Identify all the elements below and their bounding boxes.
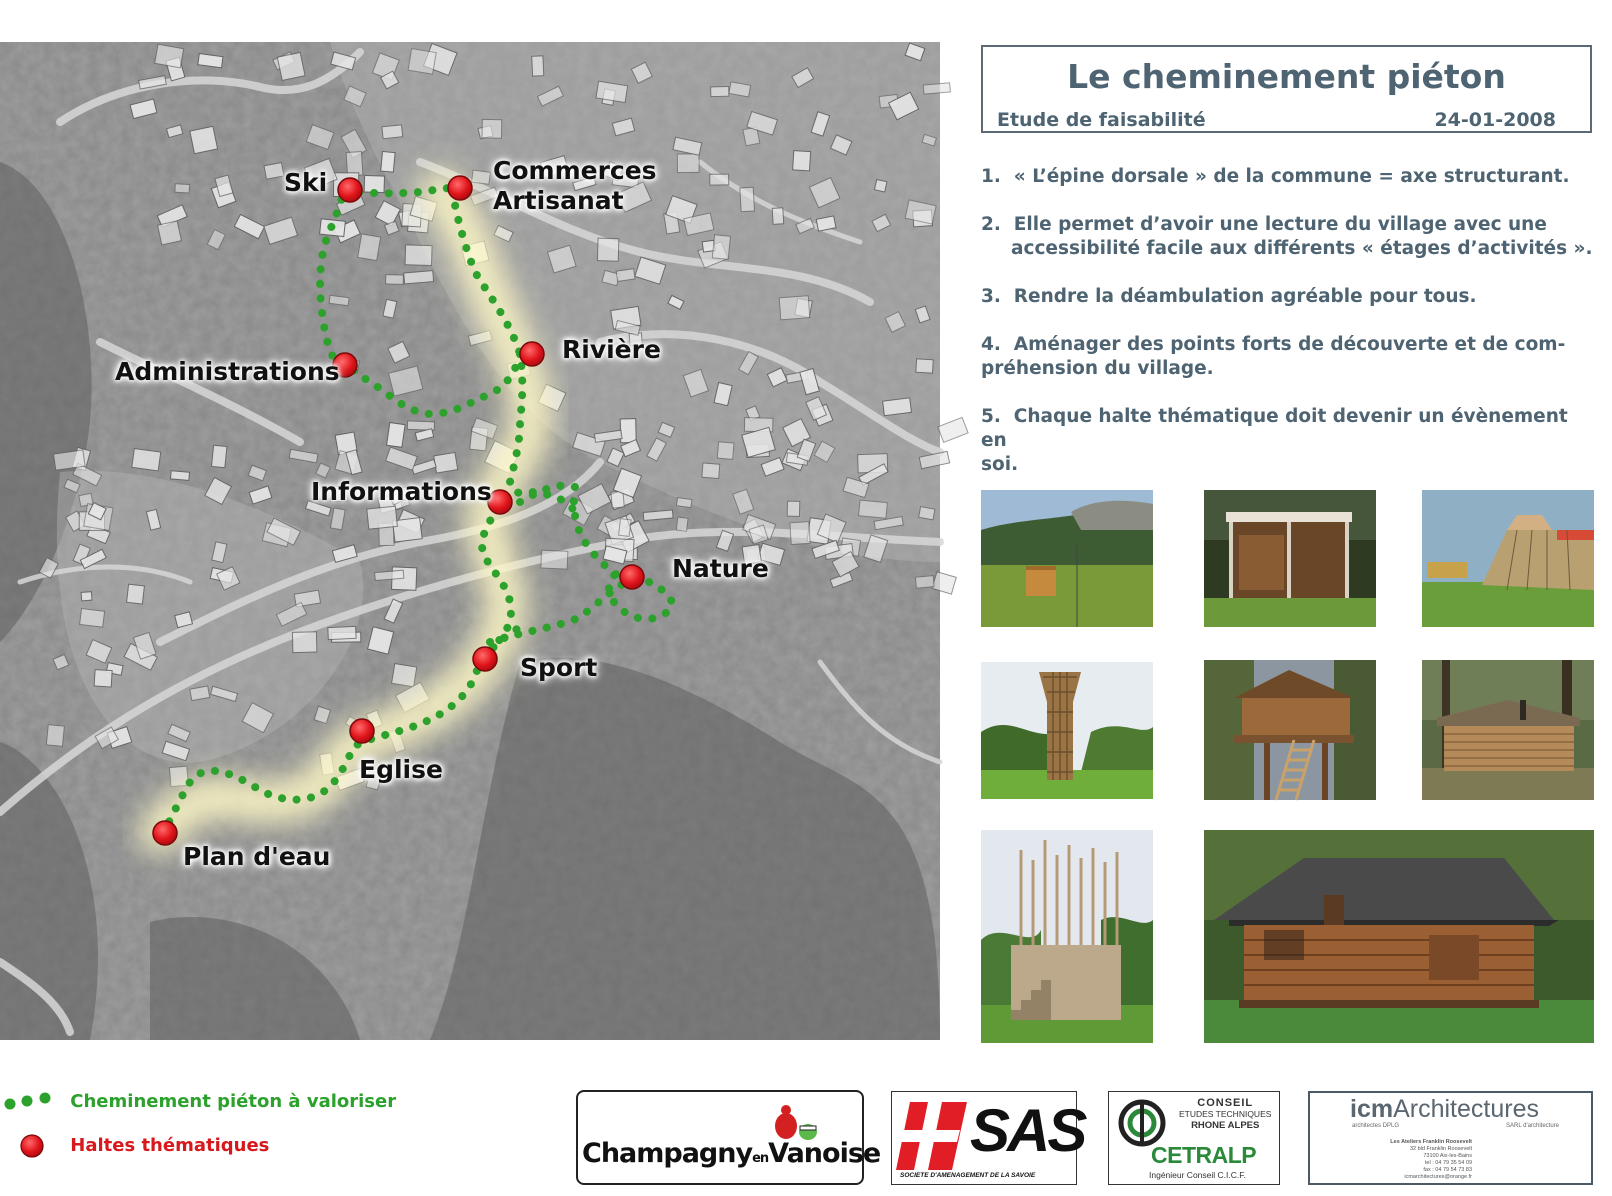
photo-treehouse-ladder <box>1204 660 1376 800</box>
building-block <box>710 174 729 185</box>
building-block <box>790 522 810 545</box>
building-block <box>328 626 356 639</box>
building-block <box>915 576 934 589</box>
building-block <box>81 592 92 601</box>
building-block <box>787 501 800 516</box>
objective-item: 4. Aménager des points forts de découverte et de com- préhension du village. <box>981 334 1566 379</box>
building-block <box>277 52 305 80</box>
stop-marker-eglise[interactable] <box>350 719 374 743</box>
building-block <box>916 359 933 373</box>
building-block <box>532 56 544 76</box>
building-block <box>859 500 888 518</box>
sas-wordmark: SAS <box>970 1097 1085 1164</box>
building-block <box>740 187 755 212</box>
building-block <box>170 471 189 481</box>
objective-item: 2. Elle permet d’avoir une lecture du village avec une accessibilité facile aux différents « étages d’activités ». <box>981 214 1593 259</box>
building-block <box>434 452 458 473</box>
photo-wooden-bench-landscape <box>981 490 1153 627</box>
building-block <box>677 154 699 173</box>
building-block <box>211 445 226 468</box>
legend-item-stop: Haltes thématiques <box>0 1132 269 1160</box>
building-block <box>702 463 720 478</box>
stop-label-informations: Informations <box>311 477 492 506</box>
objective-item: 5. Chaque halte thématique doit devenir un évènement en soi. <box>981 406 1568 475</box>
building-block <box>616 269 635 282</box>
stop-marker-riviere[interactable] <box>520 342 544 366</box>
logo-sas: SAS SOCIETE D'AMENAGEMENT DE LA SAVOIE <box>891 1091 1077 1185</box>
stop-label-administrations: Administrations <box>115 357 340 386</box>
green-dots-icon <box>0 1090 58 1114</box>
building-block <box>80 609 105 628</box>
building-block <box>779 296 810 320</box>
building-block <box>711 86 729 96</box>
building-block <box>938 417 968 442</box>
building-block <box>381 152 395 173</box>
building-block <box>155 44 184 68</box>
photo-glass-greenhouse-pavilion <box>1422 490 1594 627</box>
aerial-map <box>0 42 940 1040</box>
objective-item: 3. Rendre la déambulation agréable pour tous. <box>981 286 1477 307</box>
building-block <box>793 151 811 171</box>
building-block <box>367 506 398 529</box>
building-block <box>292 632 317 653</box>
building-block <box>264 162 284 179</box>
aerial-map-image <box>0 42 940 1040</box>
stop-label-sport: Sport <box>520 653 598 682</box>
building-block <box>387 423 406 448</box>
photo-timber-pavilion <box>1204 490 1376 627</box>
subtitle: Etude de faisabilité <box>997 109 1206 131</box>
building-block <box>382 125 403 139</box>
photo-large-wooden-chalet <box>1204 830 1594 1043</box>
building-block <box>676 517 688 531</box>
building-block <box>175 184 190 193</box>
logo-champagny-en-vanoise: ChampagnyenVanoise <box>576 1090 864 1185</box>
stop-label-plan-eau: Plan d'eau <box>183 842 331 871</box>
building-block <box>54 450 86 470</box>
cetralp-emblem-icon <box>1117 1098 1167 1148</box>
building-block <box>923 83 950 94</box>
building-block <box>405 245 432 266</box>
building-block <box>620 419 636 443</box>
building-block <box>127 584 145 604</box>
building-block <box>392 664 417 687</box>
logo-cetralp: CONSEIL ETUDES TECHNIQUES RHONE ALPES CETRALP Ingénieur Conseil C.I.C.F. <box>1108 1091 1280 1185</box>
building-block <box>541 550 568 569</box>
building-block <box>158 221 182 245</box>
photo-concrete-tower-stairs <box>981 830 1153 1043</box>
stop-label-ski: Ski <box>284 168 328 197</box>
stop-marker-commerces[interactable] <box>448 176 472 200</box>
photo-log-cabin-forest <box>1422 660 1594 800</box>
stop-label-riviere: Rivière <box>562 335 661 364</box>
building-block <box>94 670 112 687</box>
photo-lattice-tower <box>981 662 1153 799</box>
building-block <box>198 54 223 68</box>
building-block <box>190 686 210 701</box>
building-block <box>132 449 161 471</box>
building-block <box>346 152 363 176</box>
building-block <box>329 295 349 305</box>
building-block <box>190 126 218 153</box>
objectives-list <box>981 165 1596 501</box>
building-block <box>919 507 935 520</box>
building-block <box>358 234 381 261</box>
building-block <box>404 271 434 284</box>
objective-item: 1. « L’épine dorsale » de la commune = axe structurant. <box>981 166 1570 187</box>
logo-icm-architectures: icmArchitectures architectes DPLG SARL d'architecture Les Ateliers Franklin Roosevelt 32 bld Franklin Roosevelt 73100 Aix-les-Bains tel : 04 79 35 54 09 fax : 04 79 54 73 83 icmarchitectures@orange.fr <box>1308 1091 1593 1185</box>
legend-item-path: Cheminement piéton à valoriser <box>0 1090 396 1114</box>
building-block <box>883 398 912 416</box>
building-block <box>874 180 887 193</box>
building-block <box>619 519 632 537</box>
building-block <box>482 119 502 138</box>
stop-marker-sport[interactable] <box>473 647 497 671</box>
building-block <box>676 498 692 508</box>
date-label: 24-01-2008 <box>1434 109 1556 131</box>
building-block <box>46 725 64 747</box>
building-block <box>472 170 491 184</box>
stop-marker-nature[interactable] <box>620 565 644 589</box>
stop-marker-ski[interactable] <box>338 178 362 202</box>
stop-label-eglise: Eglise <box>359 755 443 784</box>
page-title: Le cheminement piéton <box>1067 57 1506 96</box>
building-block <box>375 570 404 580</box>
stop-marker-plan-eau[interactable] <box>153 821 177 845</box>
title-box <box>981 45 1592 133</box>
building-block <box>712 235 730 260</box>
building-block <box>408 49 436 75</box>
stop-label-nature: Nature <box>672 554 769 583</box>
building-block <box>597 238 618 261</box>
building-block <box>717 442 734 460</box>
building-block <box>772 208 784 225</box>
red-dot-icon <box>0 1132 58 1160</box>
building-block <box>386 275 404 285</box>
stop-label-commerces: Commerces Artisanat <box>493 156 657 215</box>
